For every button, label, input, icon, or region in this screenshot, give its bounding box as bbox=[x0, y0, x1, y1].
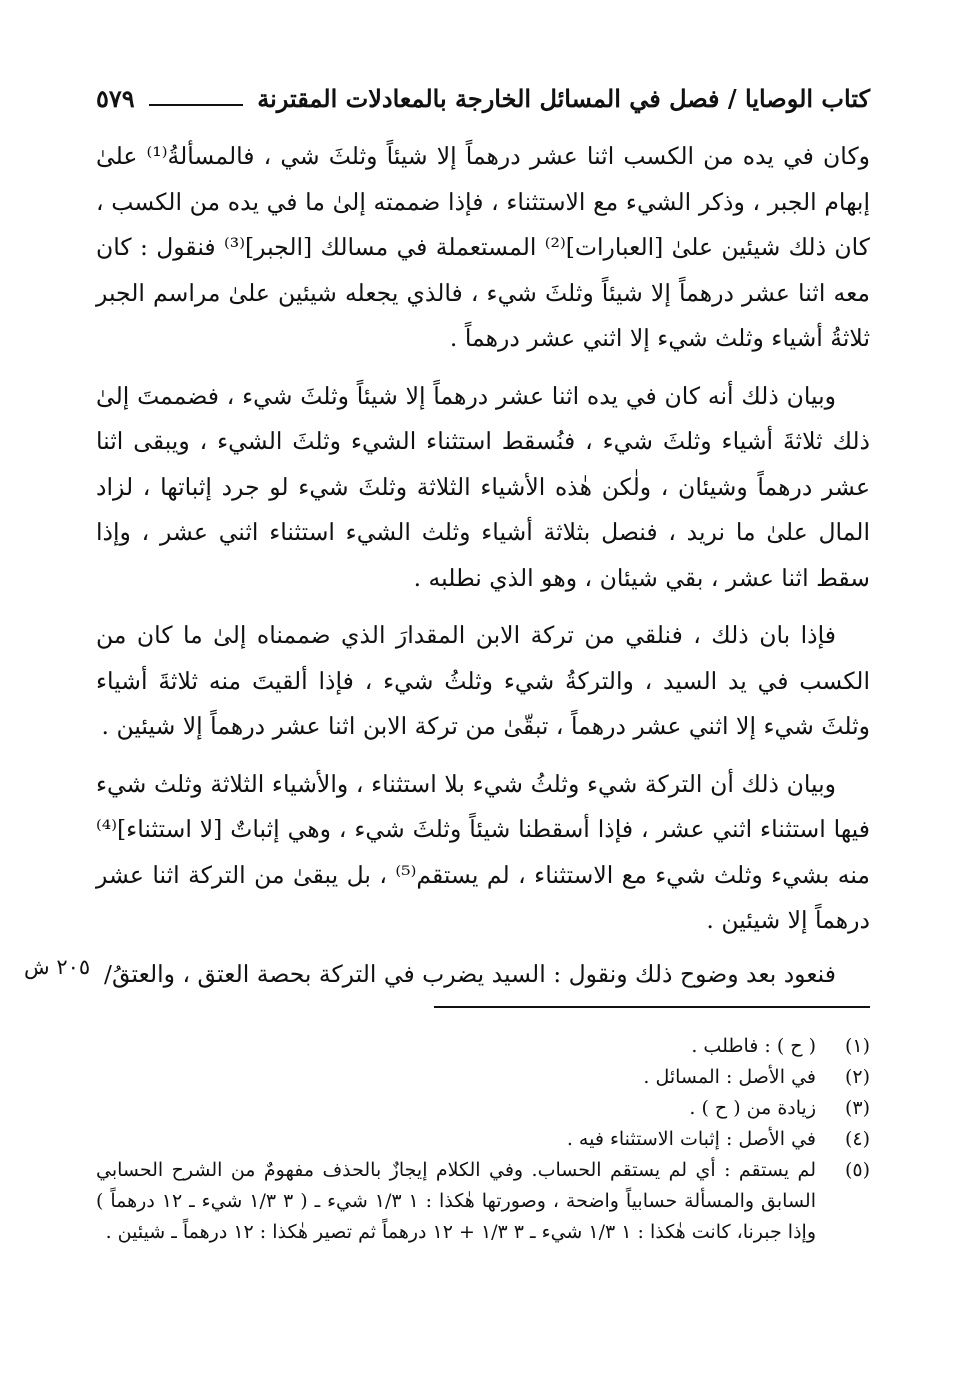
footnote-text: زيادة من ( ح ) . bbox=[689, 1097, 816, 1119]
margin-folio-note: ٢٠٥ ش bbox=[24, 955, 91, 979]
footnote-text: لم يستقم : أي لم يستقم الحساب. وفي الكلام إيجازٌ بالحذف مفهومٌ من الشرح الحسابي السابق والمسألة حسابياً واضحة ، وصورتها هٰكذا : ١ ١/٣ شيء ـ ( ٣ ١/٣ شيء ـ ١٢ درهماً ) وإذا جبرنا، كانت هٰكذا : ١ ١/٣ شيء ـ ٣ ١/٣ + ١٢ درهماً ثم تصير هٰكذا : ١٢ درهماً ـ شيئين . bbox=[96, 1159, 816, 1243]
footnote bbox=[96, 1155, 870, 1248]
paragraph: وبيان ذلك أنه كان في يده اثنا عشر درهماً إلا شيئاً وثلثَ شيء ، فضممتَ إلىٰ ذلك ثلاثةَ أشياء وثلثَ شيء ، فنُسقط استثناء الشيء وثلثَ الشيء ، ويبقى اثنا عشر درهماً وشيئان ، ولٰكن هٰذه الأشياء الثلاثة وثلثَ شيء لو جرد إثباتها ، لزاد المال علىٰ ما نريد ، فنصل بثلاثة أشياء وثلث الشيء استثناء اثني عشر ، وإذا سقط اثنا عشر ، بقي شيئان ، وهو الذي نطلبه . bbox=[96, 381, 870, 592]
footnotes bbox=[96, 1031, 870, 1248]
header-rule bbox=[149, 104, 244, 106]
page-number: ٥٧٩ bbox=[96, 83, 135, 113]
footnote-number: (٣) bbox=[844, 1097, 870, 1119]
footnote bbox=[96, 1031, 870, 1062]
footnote-number: (١) bbox=[844, 1035, 870, 1057]
footnote bbox=[96, 1062, 870, 1093]
footnote-separator bbox=[434, 1006, 870, 1008]
footnote bbox=[96, 1124, 870, 1155]
footnote-number: (٥) bbox=[844, 1159, 870, 1181]
footnote-number: (٢) bbox=[844, 1066, 870, 1088]
footnote-number: (٤) bbox=[844, 1128, 870, 1150]
paragraph: فإذا بان ذلك ، فنلقي من تركة الابن المقدارَ الذي ضممناه إلىٰ ما كان من الكسب في يد السيد ، والتركةُ شيء وثلثُ شيء ، فإذا ألقيتَ منه ثلاثةَ أشياء وثلثَ شيء إلا اثني عشر درهماً ، تبقّىٰ من تركة الابن اثنا عشر درهماً إلا شيئين . bbox=[96, 621, 870, 740]
paragraph: وبيان ذلك أن التركة شيء وثلثُ شيء بلا استثناء ، والأشياء الثلاثة وثلث شيء فيها استثناء اثني عشر ، فإذا أسقطنا شيئاً وثلثَ شيء ، وهي إثباتٌ [لا استثناء]⁽⁴⁾ منه بشيء وثلث شيء مع الاستثناء ، لم يستقم⁽⁵⁾ ، بل يبقىٰ من التركة اثنا عشر درهماً إلا شيئين . bbox=[96, 769, 871, 934]
main-text bbox=[96, 134, 870, 956]
footnote-text: ( ح ) : فاطلب . bbox=[691, 1035, 816, 1057]
paragraph-continuing: فنعود بعد وضوح ذلك ونقول : السيد يضرب في التركة بحصة العتق ، والعتقُ/ bbox=[104, 960, 836, 988]
running-title: كتاب الوصايا / فصل في المسائل الخارجة بالمعادلات المقترنة bbox=[257, 83, 870, 113]
footnote-text: في الأصل : إثبات الاستثناء فيه . bbox=[566, 1128, 816, 1150]
footnote-text: في الأصل : المسائل . bbox=[643, 1066, 816, 1088]
paragraph: وكان في يده من الكسب اثنا عشر درهماً إلا شيئاً وثلثَ شي ، فالمسألةُ⁽¹⁾ علىٰ إبهام الجبر ، وذكر الشيء مع الاستثناء ، فإذا ضممته إلىٰ ما في يده من الكسب ، كان ذلك شيئين علىٰ [العبارات]⁽²⁾ المستعملة في مسالك [الجبر]⁽³⁾ فنقول : كان معه اثنا عشر درهماً إلا شيئاً وثلثَ شيء ، فالذي يجعله شيئين علىٰ مراسم الجبر ثلاثةُ أشياء وثلث شيء إلا اثني عشر درهماً . bbox=[96, 142, 870, 352]
page-header bbox=[96, 78, 870, 118]
footnote bbox=[96, 1093, 870, 1124]
